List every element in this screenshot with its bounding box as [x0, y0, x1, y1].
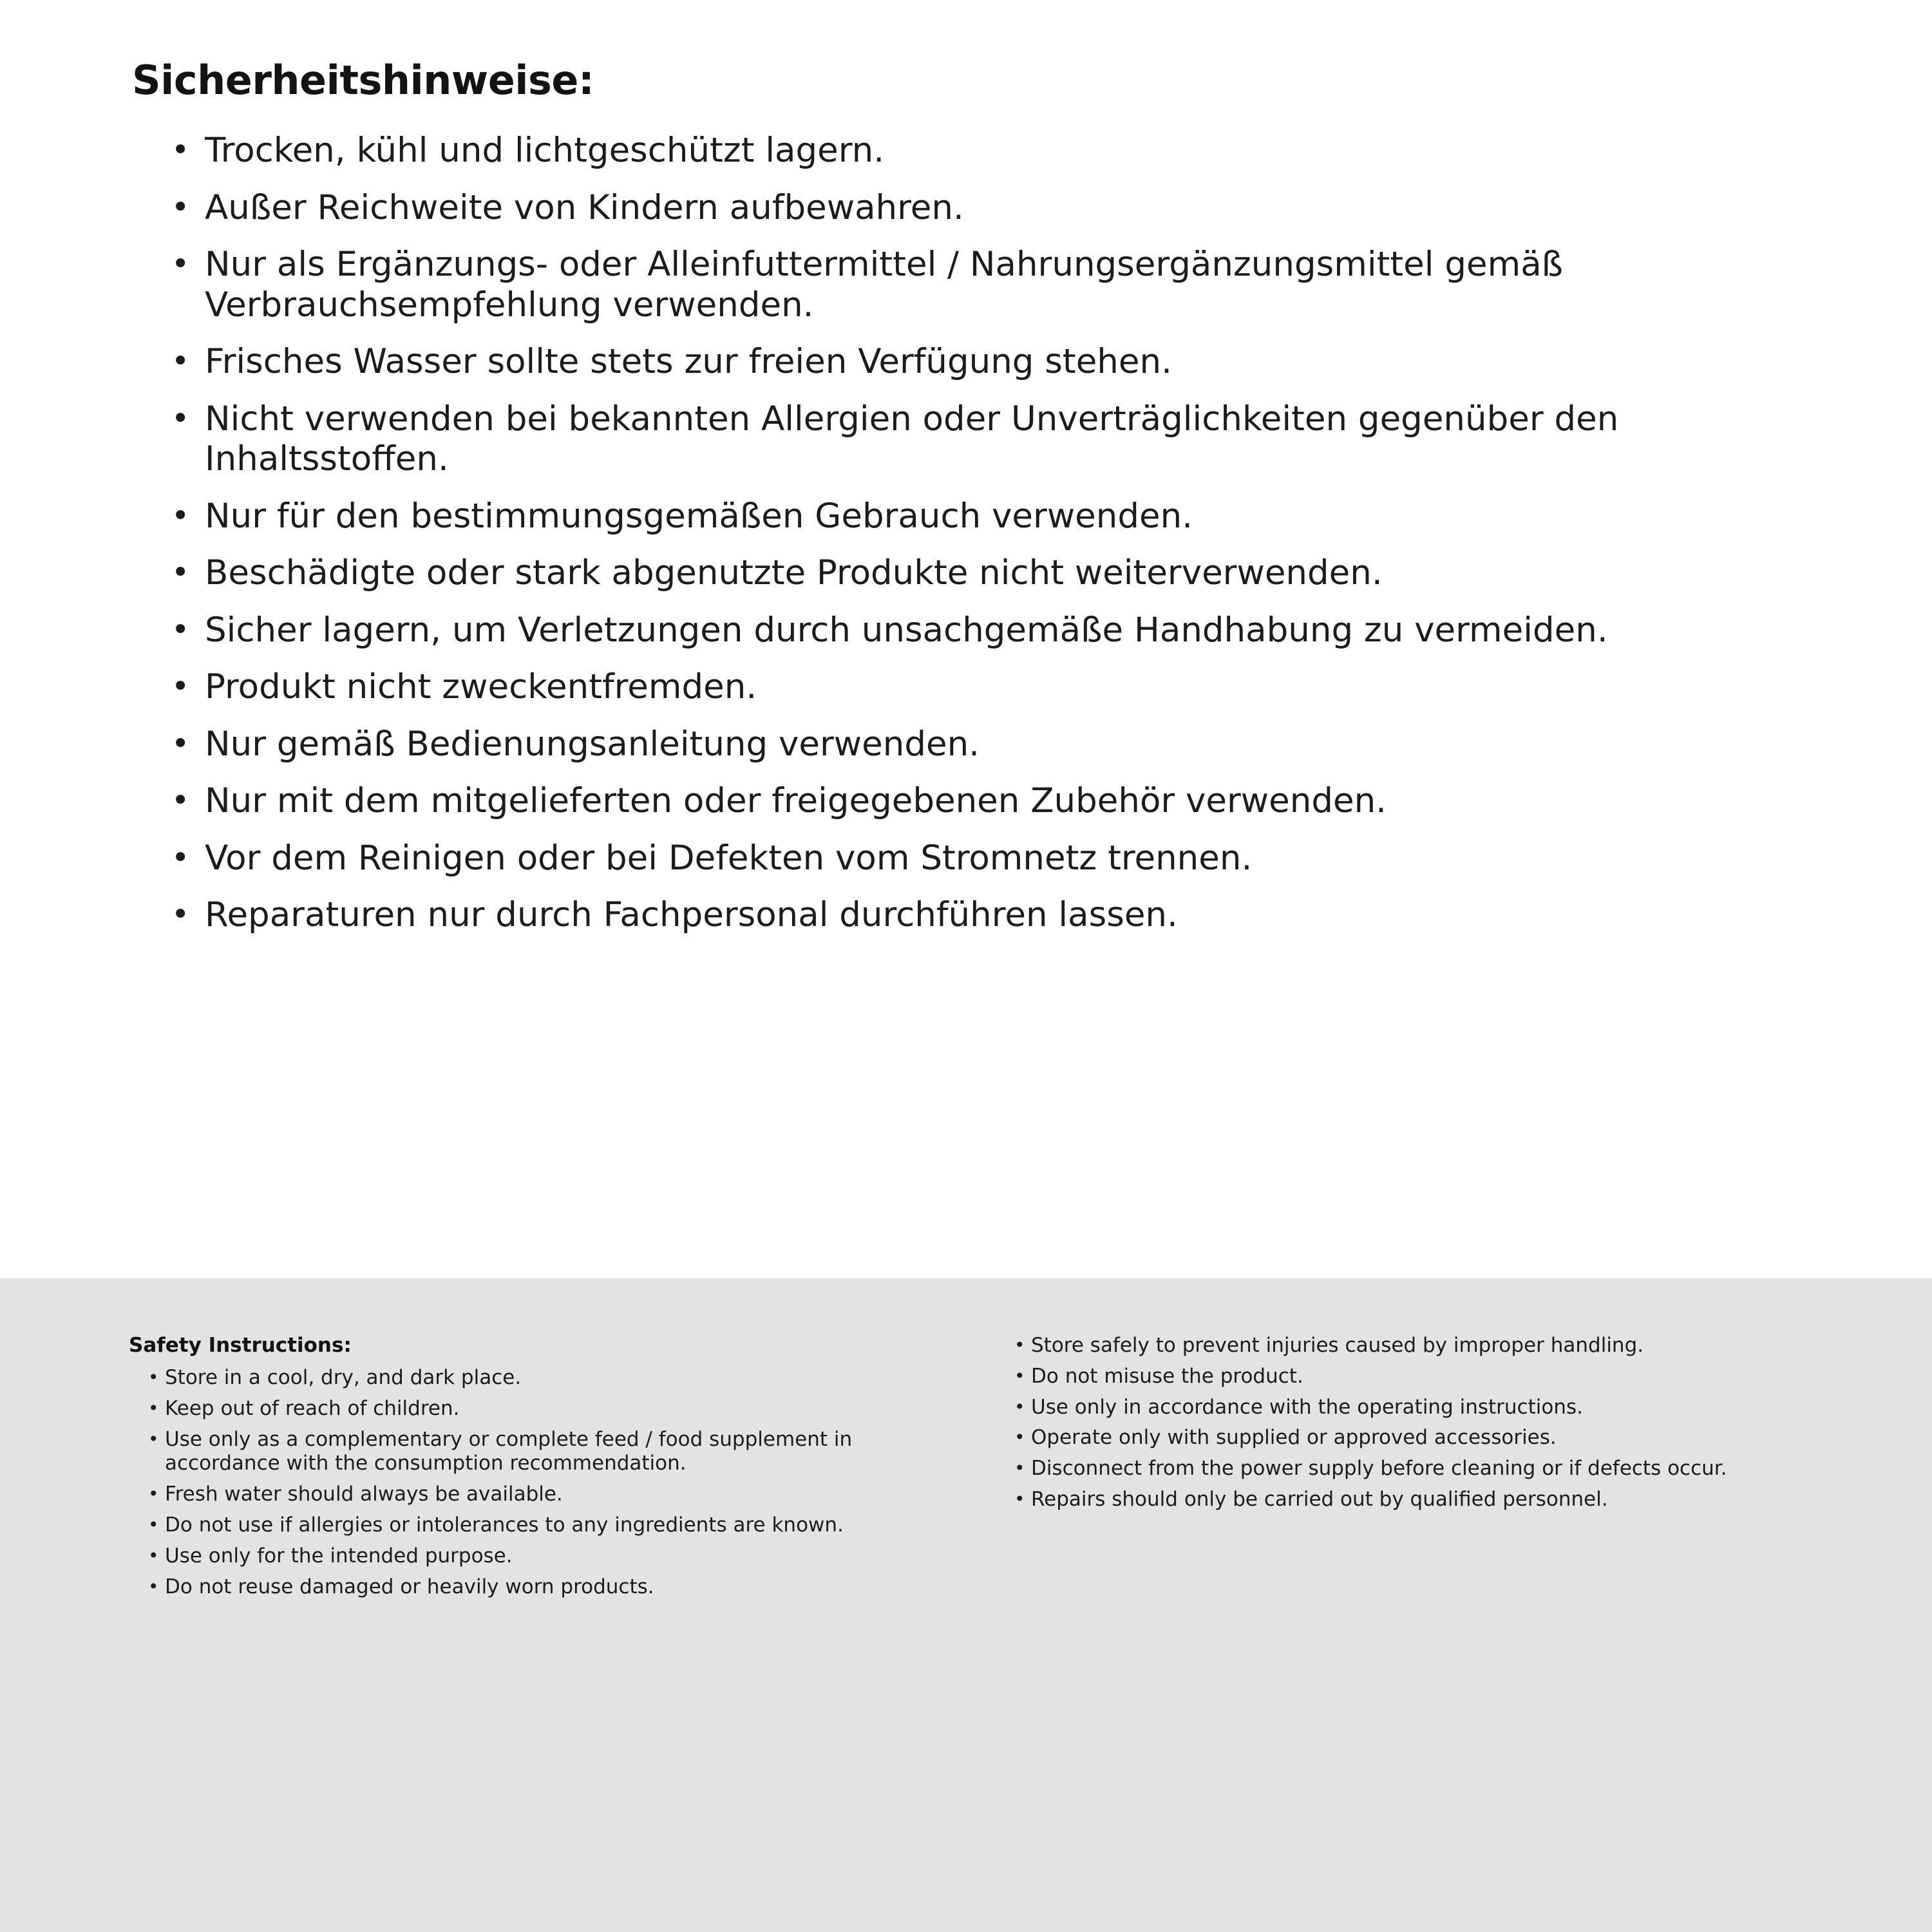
english-left-column	[122, 1334, 943, 1606]
list-item: • Beschädigte oder stark abgenutzte Produkte nicht weiterverwenden.	[167, 553, 1829, 594]
list-item: • Nur als Ergänzungs- oder Alleinfuttermittel / Nahrungsergänzungsmittel gemäß Verbrauchsempfehlung verwenden.	[167, 245, 1829, 325]
list-item: • Use only for the intended purpose.	[148, 1544, 943, 1569]
list-item: • Fresh water should always be available.	[148, 1482, 943, 1507]
list-item: • Außer Reichweite von Kindern aufbewahren.	[167, 188, 1829, 229]
list-item: • Disconnect from the power supply before cleaning or if defects occur.	[1014, 1457, 1835, 1481]
english-safety-section	[0, 1278, 1932, 1932]
list-item: • Produkt nicht zweckentfremden.	[167, 667, 1829, 708]
list-item: • Nicht verwenden bei bekannten Allergien oder Unverträglichkeiten gegenüber den Inhaltsstoffen.	[167, 399, 1829, 480]
list-item: • Nur gemäß Bedienungsanleitung verwenden.	[167, 724, 1829, 765]
english-right-column	[1014, 1334, 1835, 1519]
list-item: • Reparaturen nur durch Fachpersonal durchführen lassen.	[167, 895, 1829, 936]
list-item: • Repairs should only be carried out by qualified personnel.	[1014, 1488, 1835, 1512]
list-item: • Do not reuse damaged or heavily worn products.	[148, 1575, 943, 1600]
list-item: • Frisches Wasser sollte stets zur freien Verfügung stehen.	[167, 342, 1829, 383]
list-item: • Store in a cool, dry, and dark place.	[148, 1366, 943, 1390]
german-safety-list	[0, 131, 1932, 936]
english-safety-list-right	[1014, 1334, 1835, 1512]
list-item: • Vor dem Reinigen oder bei Defekten vom Stromnetz trennen.	[167, 838, 1829, 879]
list-item: • Do not use if allergies or intolerances to any ingredients are known.	[148, 1513, 943, 1538]
list-item: • Use only as a complementary or complete feed / food supplement in accordance with the consumption recommendation.	[148, 1428, 943, 1477]
english-heading: Safety Instructions:	[129, 1334, 352, 1357]
list-item: • Store safely to prevent injuries caused by improper handling.	[1014, 1334, 1835, 1358]
english-safety-list-left	[122, 1366, 943, 1600]
list-item: • Operate only with supplied or approved accessories.	[1014, 1426, 1835, 1450]
list-item: • Use only in accordance with the operating instructions.	[1014, 1396, 1835, 1420]
english-columns	[122, 1334, 1835, 1606]
list-item: • Do not misuse the product.	[1014, 1365, 1835, 1389]
list-item: • Nur mit dem mitgelieferten oder freigegebenen Zubehör verwenden.	[167, 781, 1829, 822]
list-item: • Nur für den bestimmungsgemäßen Gebrauch verwenden.	[167, 497, 1829, 537]
list-item: • Sicher lagern, um Verletzungen durch unsachgemäße Handhabung zu vermeiden.	[167, 611, 1829, 651]
list-item: • Keep out of reach of children.	[148, 1397, 943, 1421]
german-heading: Sicherheitshinweise:	[132, 57, 594, 104]
list-item: • Trocken, kühl und lichtgeschützt lagern.	[167, 131, 1829, 171]
